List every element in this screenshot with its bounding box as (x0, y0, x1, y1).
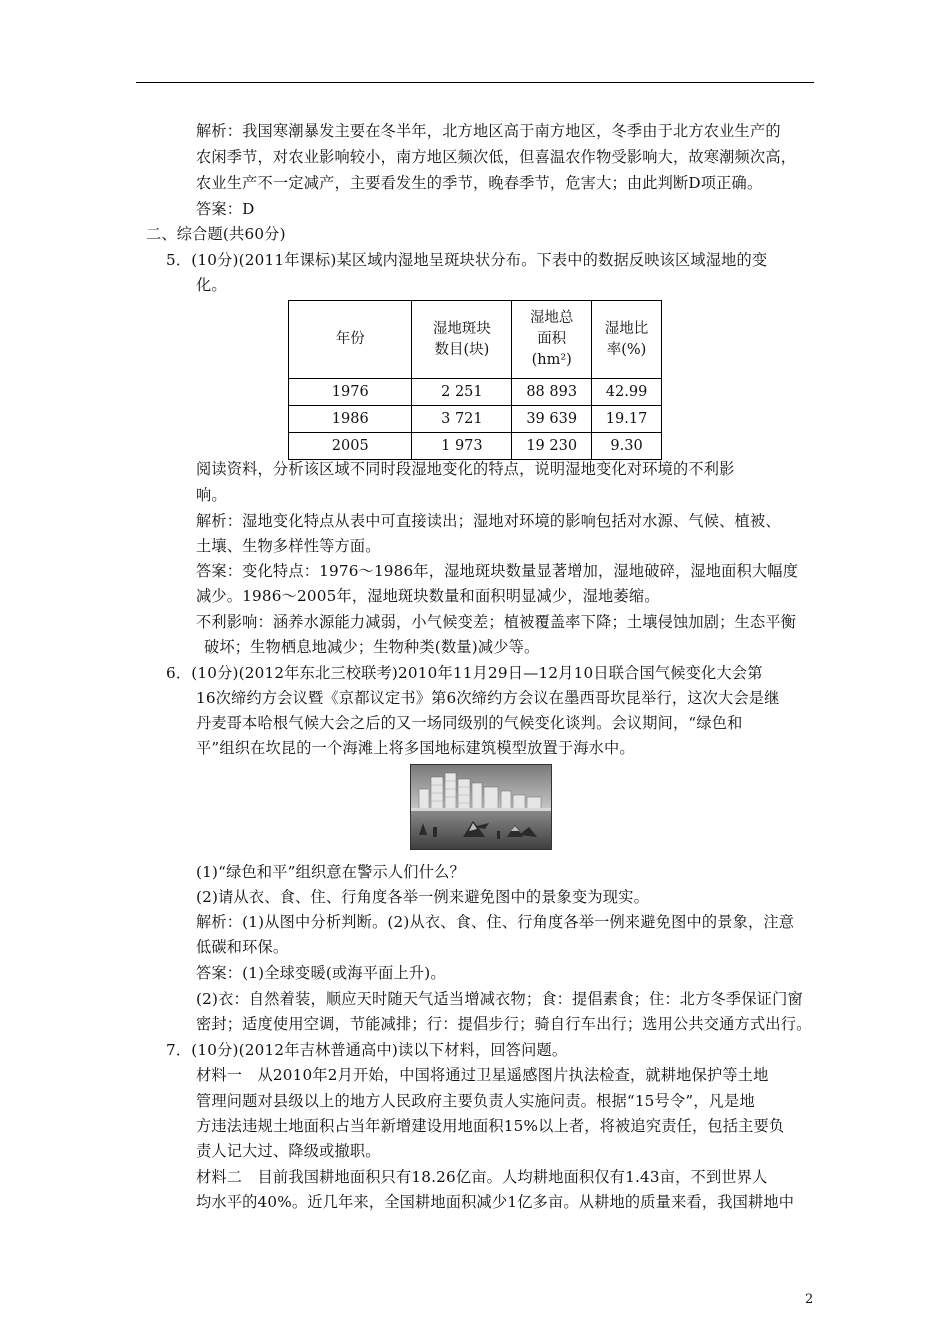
question-5: 5．(10分)(2011年课标)某区域内湿地呈斑块状分布。下表中的数据反映该区域湿地的变 (166, 251, 768, 269)
sub-question-2: (2)请从衣、食、住、行角度各举一例来避免图中的景象变为现实。 (196, 888, 649, 906)
beach-photo (410, 764, 552, 850)
section-heading: 二、综合题(共60分) (146, 225, 286, 243)
text-line: 密封；适度使用空调，节能减排；行：提倡步行；骑自行车出行；选用公共交通方式出行。 (196, 1015, 812, 1033)
text-line: 管理问题对县级以上的地方人民政府主要负责人实施问责。根据“15号令”，凡是地 (196, 1092, 755, 1110)
text-line: 不利影响：涵养水源能力减弱，小气候变差；植被覆盖率下降；土壤侵蚀加剧；生态平衡 (196, 613, 797, 631)
table-row (289, 379, 662, 406)
text-line: 答案：(1)全球变暖(或海平面上升)。 (196, 964, 446, 982)
text-line: 材料二 目前我国耕地面积只有18.26亿亩。人均耕地面积仅有1.43亩，不到世界人 (196, 1168, 768, 1186)
table-header-row (289, 301, 662, 379)
text-line: 答案：D (196, 200, 255, 218)
text-line: 化。 (196, 276, 227, 294)
text-line: 减少。1986～2005年，湿地斑块数量和面积明显减少，湿地萎缩。 (196, 587, 660, 605)
page-number: 2 (805, 1292, 814, 1307)
text-line: 均水平的40%。近几年来，全国耕地面积减少1亿多亩。从耕地的质量来看，我国耕地中 (196, 1193, 795, 1211)
sub-question-1: (1)“绿色和平”组织意在警示人们什么？ (196, 863, 465, 881)
text-line: 农业生产不一定减产，主要看发生的季节，晚春季节，危害大；由此判断D项正确。 (196, 174, 763, 192)
table-cell: 19 230 (512, 433, 592, 460)
table-cell: 42.99 (592, 379, 662, 406)
table-cell: 9.30 (592, 433, 662, 460)
table-cell: 1976 (289, 379, 412, 406)
table-cell: 19.17 (592, 406, 662, 433)
text-line: (2)衣：自然着装，顺应天时随天气适当增减衣物；食：提倡素食；住：北方冬季保证门窗 (196, 990, 803, 1008)
text-line: 解析：我国寒潮暴发主要在冬半年，北方地区高于南方地区，冬季由于北方农业生产的 (196, 122, 781, 140)
table-cell: 2 251 (412, 379, 512, 406)
text-line: 响。 (196, 486, 227, 504)
text-line: 农闲季节，对农业影响较小，南方地区频次低，但喜温农作物受影响大，故寒潮频次高， (196, 148, 797, 166)
text-line: 材料一 从2010年2月开始，中国将通过卫星遥感图片执法检查，就耕地保护等土地 (196, 1066, 769, 1084)
text-line: 方违法违规土地面积占当年新增建设用地面积15%以上者，将被追究责任，包括主要负 (196, 1117, 785, 1135)
question-7: 7．(10分)(2012年吉林普通高中)读以下材料，回答问题。 (166, 1041, 568, 1059)
table-cell: 2005 (289, 433, 412, 460)
table-cell: 1 973 (412, 433, 512, 460)
text-line: 低碳和环保。 (196, 938, 289, 956)
table-header-year: 年份 (289, 301, 412, 379)
text-line: 平”组织在坎昆的一个海滩上将多国地标建筑模型放置于海水中。 (196, 739, 635, 757)
table-header-ratio: 湿地比率(%) (592, 301, 662, 379)
header-rule (136, 82, 814, 83)
table-cell: 3 721 (412, 406, 512, 433)
table-cell: 88 893 (512, 379, 592, 406)
table-cell: 39 639 (512, 406, 592, 433)
text-line: 解析：湿地变化特点从表中可直接读出；湿地对环境的影响包括对水源、气候、植被、 (196, 512, 781, 530)
text-line: 16次缔约方会议暨《京都议定书》第6次缔约方会议在墨西哥坎昆举行，这次大会是继 (196, 689, 780, 707)
text-line: 责人记大过、降级或撤职。 (196, 1142, 381, 1160)
table-row (289, 406, 662, 433)
table-cell: 1986 (289, 406, 412, 433)
text-line: 解析：(1)从图中分析判断。(2)从衣、食、住、行角度各举一例来避免图中的景象，注意 (196, 913, 795, 931)
table-row (289, 433, 662, 460)
text-line: 丹麦哥本哈根气候大会之后的又一场同级别的气候变化谈判。会议期间，“绿色和 (196, 714, 743, 732)
table-header-total-area: 湿地总面积(hm²) (512, 301, 592, 379)
text-line: 土壤、生物多样性等方面。 (196, 537, 381, 555)
text-line: 阅读资料，分析该区域不同时段湿地变化的特点，说明湿地变化对环境的不利影 (196, 460, 735, 478)
table-header-patch-count: 湿地斑块数目(块) (412, 301, 512, 379)
wetland-table (288, 300, 662, 460)
text-line: 破坏；生物栖息地减少；生物种类(数量)减少等。 (204, 638, 540, 656)
question-6: 6．(10分)(2012年东北三校联考)2010年11月29日—12月10日联合国气候变化大会第 (166, 664, 763, 682)
text-line: 答案：变化特点：1976～1986年，湿地斑块数量显著增加，湿地破碎，湿地面积大幅度 (196, 562, 799, 580)
